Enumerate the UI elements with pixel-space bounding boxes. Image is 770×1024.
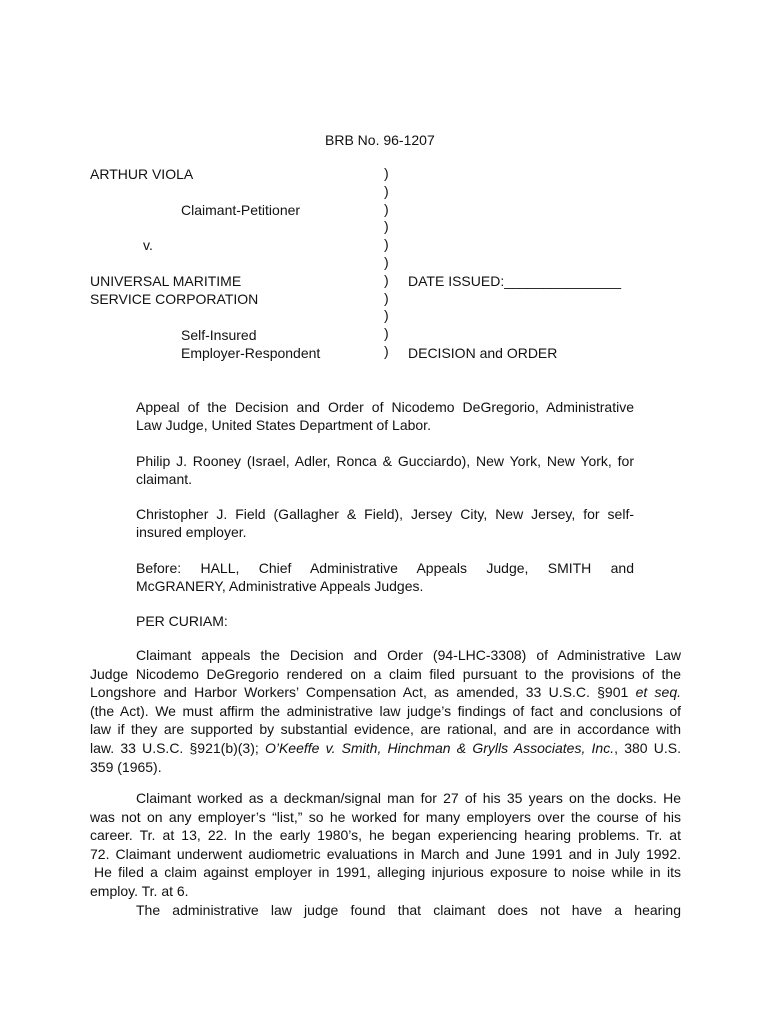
employer-name-line2: SERVICE CORPORATION	[90, 291, 259, 307]
paren: )	[384, 218, 389, 235]
paragraph-1: Claimant appeals the Decision and Order (94-LHC-3308) of Administrative Law Judge Nicodemo DeGregorio rendered on a claim filed pursuant to the provisions of the Longshore and Harbor Workers’ Compensation Act, as amended, 33 U.S.C. §901 et seq. (the Act). We must affirm the administrative law judge’s findings of fact and conclusions of law if they are supported by substantial evidence, are rational, and are in accordance with law. 33 U.S.C. §921(b)(3); O’Keeffe v. Smith, Hinchman & Grylls Associates, Inc., 380 U.S. 359 (1965).	[90, 647, 682, 775]
paren: )	[384, 342, 389, 359]
per-curiam-heading: PER CURIAM:	[136, 613, 228, 629]
decision-and-order-title: DECISION and ORDER	[408, 345, 558, 361]
paren: )	[384, 271, 389, 288]
panel-judges: Before: HALL, Chief Administrative Appeals Judge, SMITH and McGRANERY, Administrative Appeals Judges.	[136, 560, 634, 594]
employer-role-line1: Self-Insured	[181, 327, 257, 343]
docket-number: BRB No. 96-1207	[325, 132, 435, 148]
appeal-statement: Appeal of the Decision and Order of Nicodemo DeGregorio, Administrative Law Judge, United States Department of Labor.	[136, 399, 634, 433]
date-issued: DATE ISSUED:_______________	[408, 273, 621, 289]
claimant-role: Claimant-Petitioner	[181, 202, 301, 218]
caption-parentheses	[384, 165, 394, 361]
paren: )	[384, 325, 389, 342]
paren: )	[384, 307, 389, 324]
paren: )	[384, 236, 389, 253]
versus: v.	[143, 237, 153, 253]
paren: )	[384, 289, 389, 306]
paren: )	[384, 200, 389, 217]
counsel-for-employer: Christopher J. Field (Gallagher & Field), Jersey City, New Jersey, for self- insured employer.	[136, 506, 634, 540]
paren: )	[384, 253, 389, 270]
employer-name-line1: UNIVERSAL MARITIME	[90, 273, 242, 289]
claimant-name: ARTHUR VIOLA	[90, 166, 194, 182]
paren: )	[384, 182, 389, 199]
paragraph-2: Claimant worked as a deckman/signal man for 27 of his 35 years on the docks. He was not on any employer’s “list,” so he worked for many employers over the course of his career. Tr. at 13, 22. In the early 1980’s, he began experiencing hearing problems. Tr. at 72. Claimant underwent audiometric evaluations in March and June 1991 and in July 1992. He filed a claim against employer in 1991, alleging injurious exposure to noise while in its employ. Tr. at 6. The administrative law judge found that claimant does not have a hearing	[90, 790, 681, 918]
employer-role-line2: Employer-Respondent	[181, 345, 321, 361]
counsel-for-claimant: Philip J. Rooney (Israel, Adler, Ronca & Gucciardo), New York, New York, for claimant.	[136, 453, 634, 487]
paren: )	[384, 165, 389, 181]
